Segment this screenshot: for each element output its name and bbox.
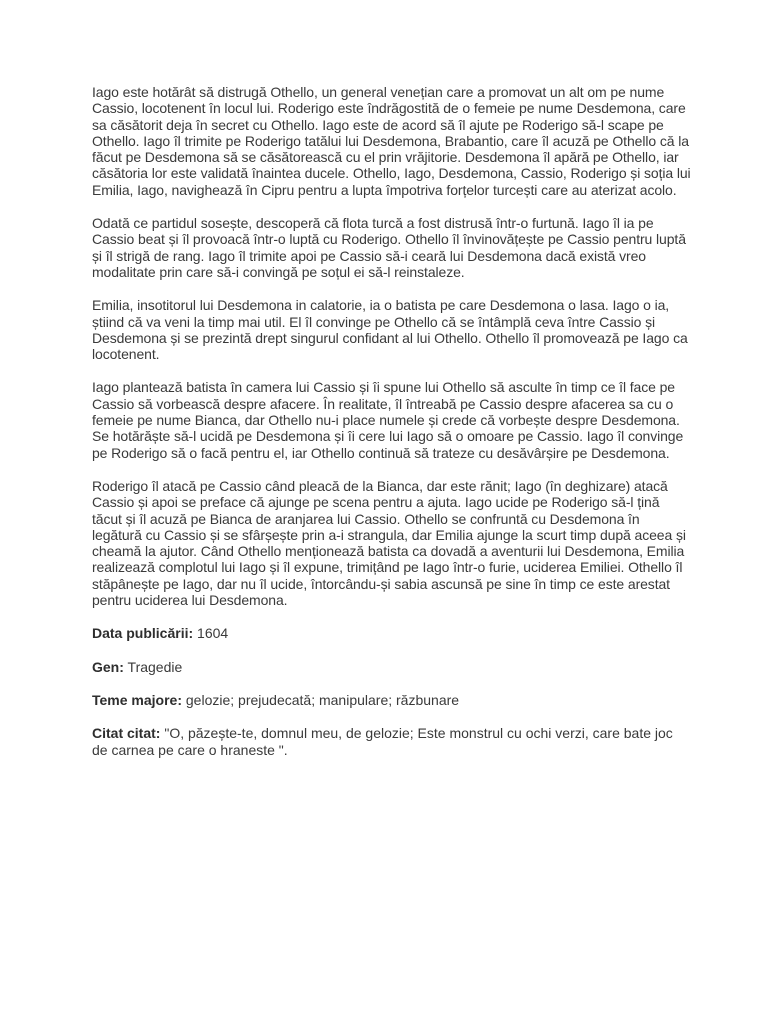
genre-label: Gen:: [92, 658, 124, 675]
major-themes: [92, 692, 692, 708]
paragraph-3: Emilia, insotitorul lui Desdemona in calatorie, ia o batista pe care Desdemona o lasa. Iago o ia, știind că va veni la timp mai util. El îl convinge pe Othello că se întâmplă ceva între Cassio și Desdemona și se prezintă drept singurul confidant al lui Othello. Othello îl promovează pe Iago ca locotenent.: [92, 297, 688, 363]
genre-value: Tragedie: [127, 658, 183, 675]
paragraph-2: Odată ce partidul sosește, descoperă că flota turcă a fost distrusă într-o furtună. Iago îl ia pe Cassio beat și îl provoacă într-o luptă cu Roderigo. Othello îl învinovățește pe Cassio pentru luptă și îl strigă de rang. Iago îl trimite apoi pe Cassio să-i ceară lui Desdemona dacă există vreo modalitate prin care să-i convingă pe soțul ei să-l reinstaleze.: [92, 215, 686, 280]
genre: [92, 659, 692, 675]
document-body: [92, 84, 692, 775]
major-themes-label: Teme majore:: [92, 691, 182, 708]
publication-date-value: 1604: [197, 625, 229, 642]
quote: [92, 725, 692, 758]
quote-value: "O, păzește-te, domnul meu, de gelozie; Este monstrul cu ochi verzi, care bate joc de carnea pe care o hraneste ".: [92, 725, 673, 758]
paragraph-5: Roderigo îl atacă pe Cassio când pleacă de la Bianca, dar este rănit; Iago (în deghizare) atacă Cassio și apoi se preface că ajunge pe scena pentru a ajuta. Iago ucide pe Roderigo să-l țină tăcut și îl acuză pe Bianca de aranjarea lui Cassio. Othello se confruntă cu Desdemona în legătură cu Cassio și se sfârșește prin a-i strangula, dar Emilia ajunge la scurt timp după aceea și cheamă la ajutor. Când Othello menționează batista ca dovadă a aventurii lui Desdemona, Emilia realizează complotul lui Iago și îl expune, trimițând pe Iago într-o furie, uciderea Emiliei. Othello îl stăpânește pe Iago, dar nu îl ucide, întorcându-și sabia ascunsă pe sine în timp ce este arestat pentru uciderea lui Desdemona.: [92, 477, 686, 609]
major-themes-value: gelozie; prejudecată; manipulare; răzbunare: [185, 691, 460, 708]
publication-date: [92, 625, 692, 641]
quote-label: Citat citat:: [92, 725, 161, 742]
publication-date-label: Data publicării:: [92, 625, 194, 642]
paragraph-4: Iago plantează batista în camera lui Cassio și îi spune lui Othello să asculte în timp ce îl face pe Cassio să vorbească despre afacere. În realitate, îl întreabă pe Cassio despre afacerea sa cu o femeie pe nume Bianca, dar Othello nu-i place numele și crede că vorbește despre Desdemona. Se hotărăște să-l ucidă pe Desdemona și îi cere lui Iago să o omoare pe Cassio. Iago îl convinge pe Roderigo să o facă pentru el, iar Othello continuă să trateze cu desăvârșire pe Desdemona.: [92, 379, 684, 461]
paragraph-1: Iago este hotărât să distrugă Othello, un general venețian care a promovat un alt om pe nume Cassio, locotenent în locul lui. Roderigo este îndrăgostită de o femeie pe nume Desdemona, care sa căsătorit deja în secret cu Othello. Iago este de acord să îl ajute pe Roderigo să-l scape pe Othello. Iago îl trimite pe Roderigo tatălui lui Desdemona, Brabantio, care îl acuză pe Othello că la făcut pe Desdemona să se căsătorească cu el prin vrăjitorie. Desdemona îl apără pe Othello, iar căsătoria lor este validată înaintea ducele. Othello, Iago, Desdemona, Cassio, Roderigo și soția lui Emilia, Iago, navighează în Cipru pentru a lupta împotriva forțelor turcești care au aterizat acolo.: [92, 84, 691, 198]
